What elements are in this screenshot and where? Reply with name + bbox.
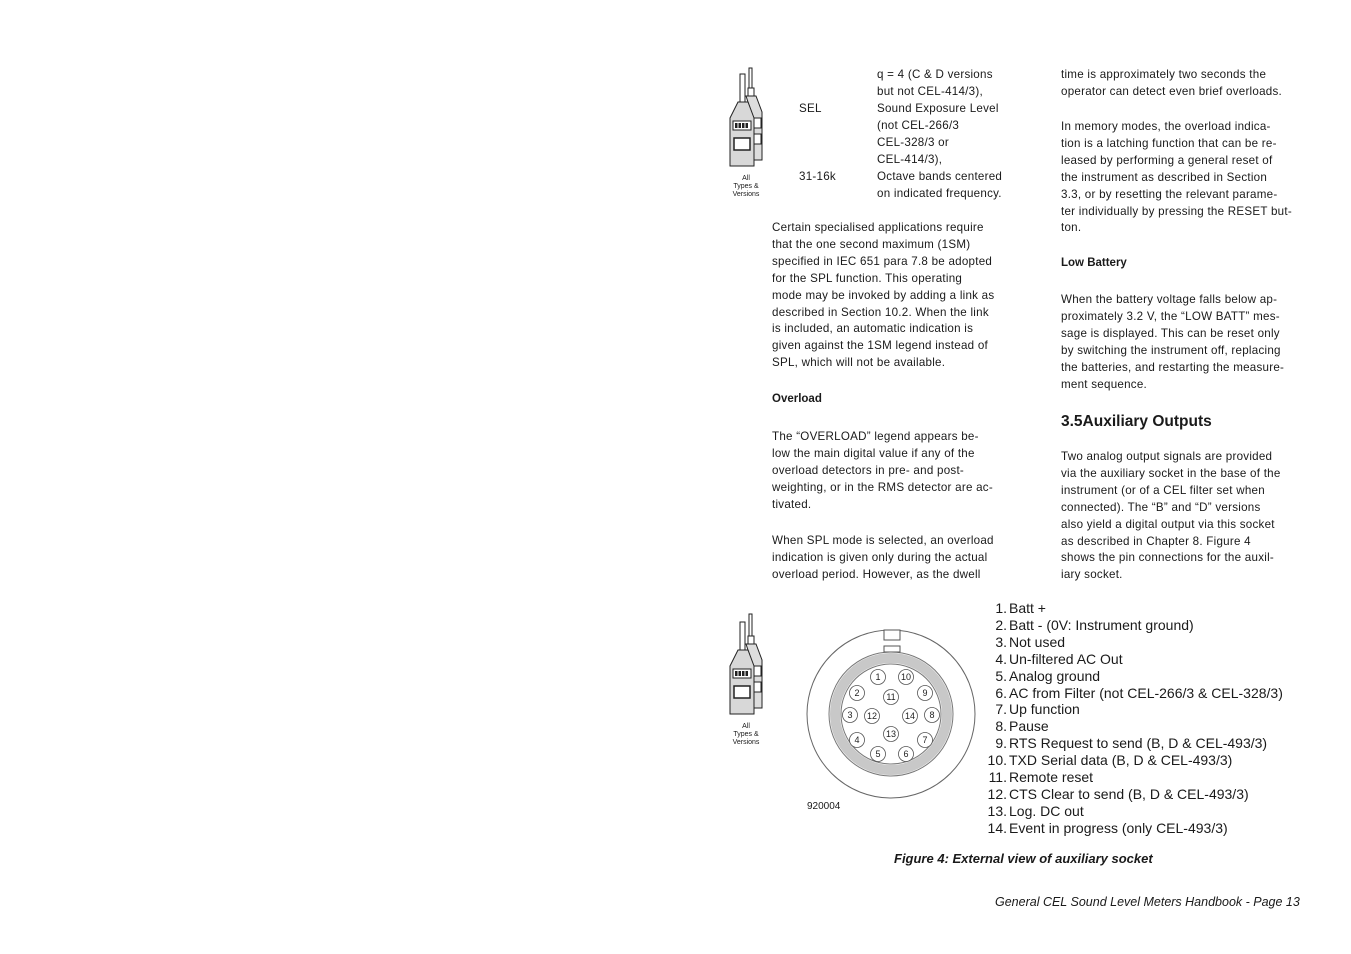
list-item: 2. Batt - (0V: Instrument ground) [995,616,1194,633]
sound-level-meter-icon [726,612,766,718]
overload-heading: Overload [772,393,822,405]
right-column-para-4: Two analog output signals are provided via the auxiliary socket in the base of the instrument (or of a CEL filter set when connected). The “B” and “D” versions also yield a digital output via this socket as described in Chapter 8. Figure 4 shows the pin connections for the auxil- iary socket. [1061,450,1281,582]
page-footer: General CEL Sound Level Meters Handbook - Page 13 [995,895,1300,909]
socket-pin-label: 13 [885,729,897,739]
definition-row: SEL Sound Exposure Level (not CEL-266/3 CEL-328/3 or CEL-414/3), [799,102,999,166]
list-item: 3. Not used [995,633,1066,650]
right-column-para-3: When the battery voltage falls below ap- proximately 3.2 V, the “LOW BATT” mes- sage is displayed. This can be reset only by switching the instrument off, replacing the batteries, and restarting the measure- ment sequence. [1061,293,1285,391]
list-item: 4. Un-filtered AC Out [995,650,1123,667]
meter-icon-top [726,66,766,196]
socket-pin-label: 6 [903,749,909,759]
low-battery-heading: Low Battery [1061,257,1127,269]
list-item: 12. CTS Clear to send (B, D & CEL-493/3) [987,785,1249,802]
definition-row: 31-16k Octave bands centered on indicated frequency. [799,170,1003,200]
right-column-para-2: In memory modes, the overload indica- tion is a latching function that can be re- leased by performing a general reset of the instrument as described in Section 3.3, or by resetting the relevant parame- ter individually by pressing the RESET but- ton. [1061,120,1292,235]
right-column-para-1: time is approximately two seconds the operator can detect even brief overloads. [1061,68,1282,98]
socket-pin-label: 7 [922,735,928,745]
list-item: 6. AC from Filter (not CEL-266/3 & CEL-328/3) [995,684,1283,701]
section-heading: 3.5Auxiliary Outputs [1061,413,1212,430]
meter-icon-bottom [726,612,766,744]
left-column-para-2: The “OVERLOAD” legend appears be- low the main digital value if any of the overload detectors in pre- and post- weighting, or in the RMS detector are ac- tivated. [772,430,993,511]
socket-pin-label: 1 [875,672,881,682]
left-column-para-1: Certain specialised applications require that the one second maximum (1SM) specified in IEC 651 para 7.8 be adopted for the SPL function. This operating mode may be invoked by adding a link as described in Section 10.2. When the link is included, an automatic indication is given against the 1SM legend instead of SPL, which will not be available. [772,221,995,370]
socket-pin-label: 10 [900,672,912,682]
icon-caption: All Types & Versions [732,723,760,746]
list-item: 13. Log. DC out [987,802,1084,819]
list-item: 7. Up function [995,701,1080,718]
socket-pin-label: 4 [854,735,860,745]
list-item: 9. RTS Request to send (B, D & CEL-493/3) [995,735,1268,752]
socket-pin-label: 5 [875,749,881,759]
auxiliary-socket-diagram [805,628,980,810]
left-column-para-3: When SPL mode is selected, an overload indication is given only during the actual overload period. However, as the dwell [772,534,994,581]
pin-list [984,600,1283,837]
figure-caption: Figure 4: External view of auxiliary socket [894,851,1153,866]
socket-pin-label: 9 [922,688,928,698]
list-item: 11. Remote reset [988,769,1094,786]
socket-pin-label: 14 [904,711,916,721]
socket-pin-label: 3 [847,710,853,720]
list-item: 10. TXD Serial data (B, D & CEL-493/3) [987,752,1233,769]
list-item: 1. Batt + [995,600,1046,616]
socket-pin-label: 11 [886,692,896,702]
list-item: 8. Pause [995,718,1049,735]
sound-level-meter-icon [726,66,766,170]
socket-pin-label: 8 [929,710,935,720]
definition-list [772,67,1022,203]
definition-row: q = 4 (C & D versions but not CEL-414/3), [877,68,993,98]
list-item: 5. Analog ground [995,667,1101,684]
list-item: 14. Event in progress (only CEL-493/3) [987,819,1228,836]
icon-caption: All Types & Versions [732,175,760,198]
figure-code: 920004 [807,801,841,812]
socket-pin-label: 12 [866,711,878,721]
socket-pin-label: 2 [854,688,860,698]
